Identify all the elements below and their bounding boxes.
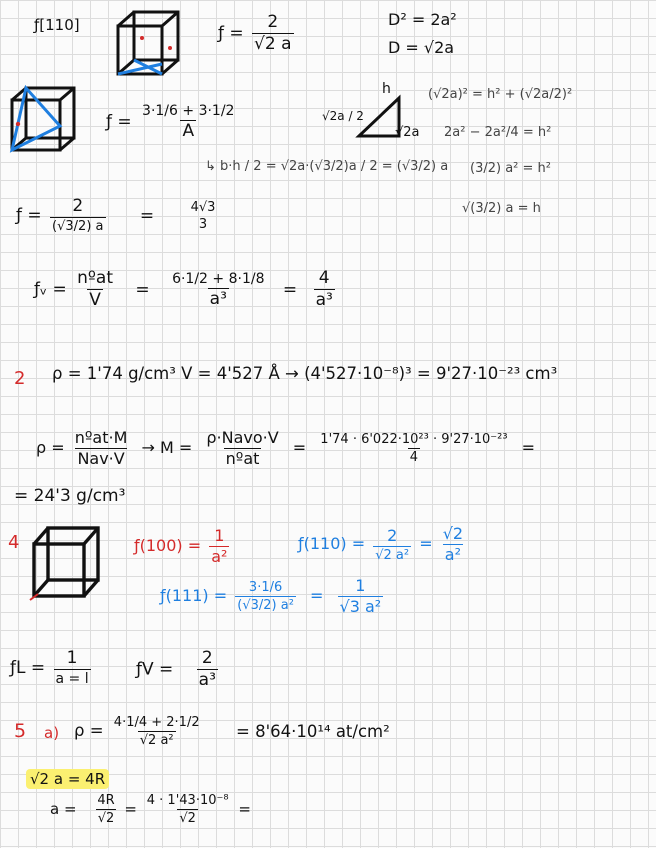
label-f110: ƒ[110]	[34, 16, 80, 34]
problem-5-number: 5	[14, 720, 27, 742]
rho-110-eq: ƒ = $\frac{2}{√2 a}$	[218, 12, 292, 54]
problem-5-a-eq: a = $\frac{4R}{√2}$ = $\frac{\text{4 · 1'43·10⁻⁸}}{√2}$ =	[50, 793, 251, 826]
cube-110-figure	[112, 8, 182, 80]
rho-volume-eq: ƒV = $\frac{2}{\text{a³}}$	[136, 648, 216, 690]
rho-110-blue-eq: ƒ(110) = 2 √2 a² = $\frac{√2}{\text{a²}}$	[298, 524, 464, 564]
pythagoras-line-1: (√2a)² = h² + (√2a/2)²	[428, 87, 573, 102]
d-eq: D = √2a	[388, 38, 455, 57]
rho-100-eq: ƒ(100) = $\frac{1}{\text{a²}}$	[134, 526, 228, 566]
problem-2-molar-mass: ρ = nºat·M Nav·V → M = ρ·Navo·V nºat = $\frac{\text{1'74 · 6'022·10²³ · 9'27·10⁻²³}}{4}$ =	[36, 428, 536, 468]
rho-111-blue-eq: ƒ(111) = $\frac{3\cdot 1/6}{\text{(√3/2) a²}}$ = $\frac{1}{\text{√3 a²}}$	[160, 576, 382, 616]
rho-111-eq: ƒ = 2 (√3/2) a = 4√3 3	[16, 196, 216, 234]
highlighted-relation: √2 a = 4R	[26, 772, 109, 787]
problem-2-line-1: ρ = 1'74 g/cm³ V = 4'527 Å → (4'527·10⁻⁸)³ = 9'27·10⁻²³ cm³	[52, 364, 558, 383]
d-squared-eq: D² = 2a²	[388, 10, 457, 29]
rho-linear-eq: ƒL = 1 a = l	[10, 648, 89, 687]
triangle-label-left: √2a / 2	[322, 109, 364, 123]
cube-111-figure	[8, 86, 78, 156]
pythagoras-line-2: 2a² − 2a²/4 = h²	[444, 125, 552, 140]
pythagoras-line-4: √(3/2) a = h	[462, 201, 541, 216]
problem-2-number: 2	[14, 368, 26, 389]
triangle-label-right: √2a	[395, 125, 420, 140]
pythagoras-line-3: (3/2) a² = h²	[470, 161, 551, 176]
rho-area-eq: ƒ = 3·1/6 + 3·1/2 A	[106, 103, 235, 141]
triangle-area-calc: ↳ b·h / 2 = √2a·(√3/2)a / 2 = (√3/2) a	[205, 159, 449, 174]
rho-v-eq: ƒᵥ = nºat V = 6·1/2 + 8·1/8 a³ = $\frac{4}{\text{a³}}$	[34, 268, 333, 310]
problem-2-result: = 24'3 g/cm³	[14, 486, 126, 506]
problem-5-result: = 8'64·10¹⁴ at/cm²	[236, 722, 390, 741]
cube-figure	[30, 524, 104, 604]
problem-5-rho-eq: ρ = $\frac{4\cdot 1/4 + 2\cdot 1/2}{\text{√2 a²}}$	[74, 715, 200, 748]
triangle-label-h: h	[382, 81, 391, 97]
problem-4-number: 4	[8, 532, 20, 553]
problem-5-part-a: a)	[44, 724, 60, 742]
